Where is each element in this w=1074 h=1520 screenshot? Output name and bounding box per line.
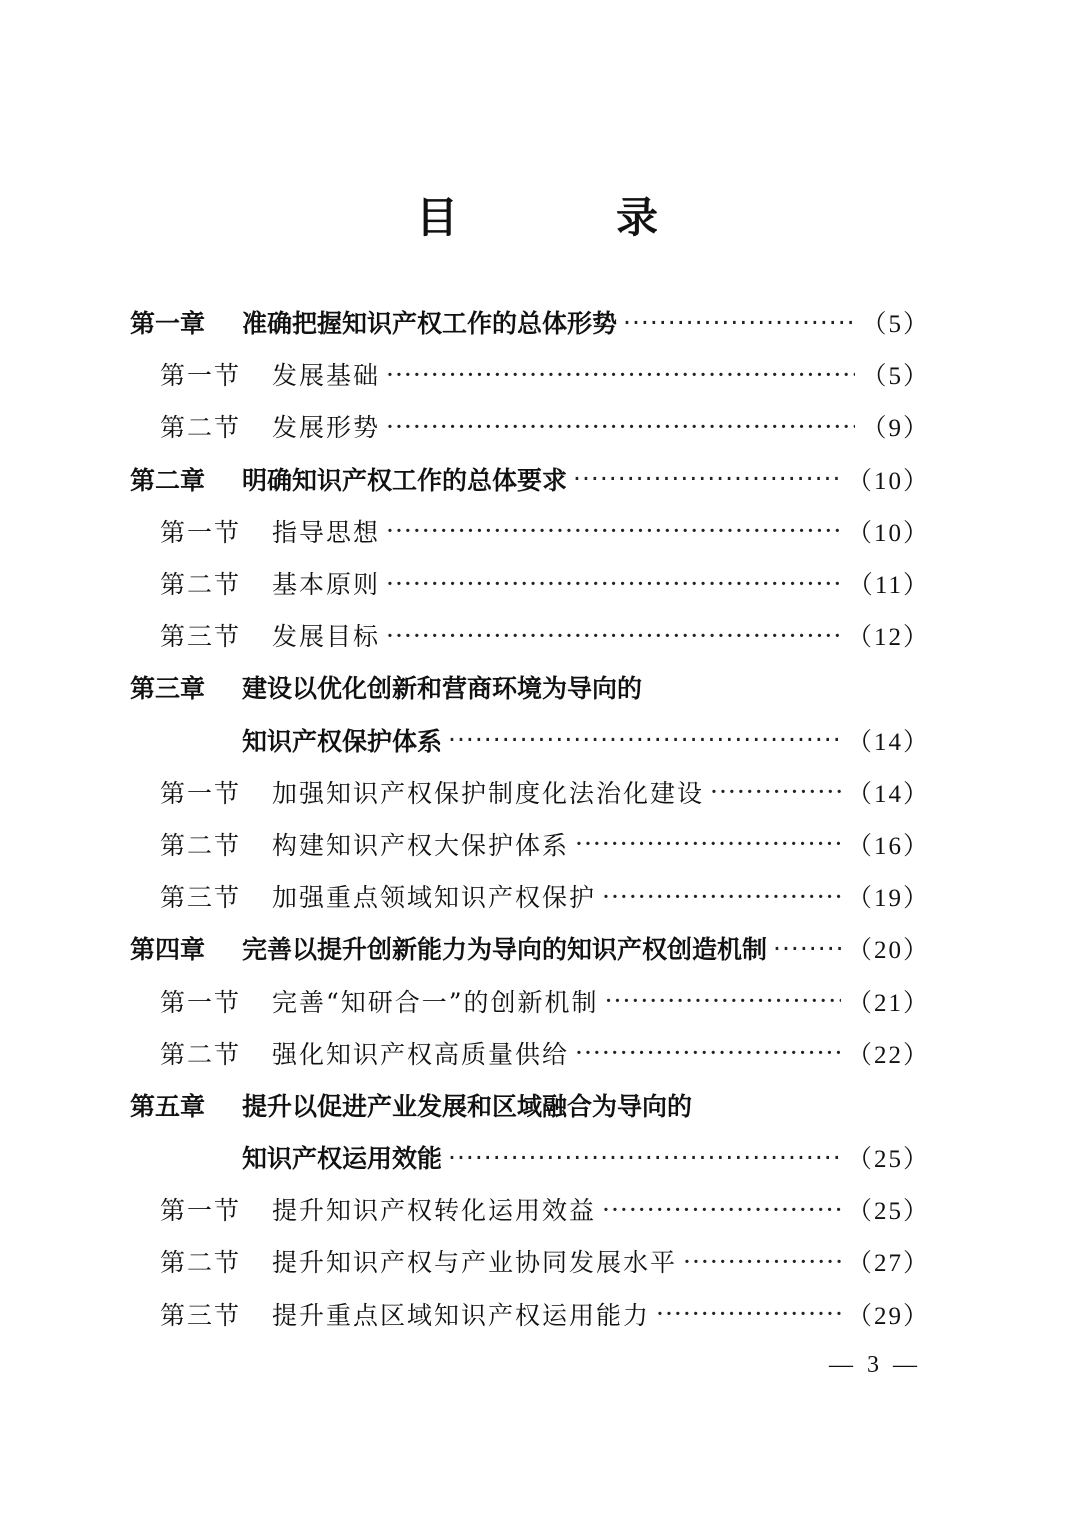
table-of-contents: [130, 296, 930, 1340]
page-number: （5）: [861, 311, 930, 339]
section-label: 第二节: [160, 1039, 242, 1069]
leader-dots: [623, 308, 855, 337]
page-number: （14）: [846, 728, 930, 756]
section-label: 第一节: [160, 778, 242, 808]
section-title: 提升重点区域知识产权运用能力: [272, 1300, 651, 1330]
page-number: （20）: [846, 937, 930, 965]
leader-dots: [448, 1143, 841, 1172]
page-number: （12）: [846, 624, 930, 652]
toc-section-entry[interactable]: [130, 870, 930, 922]
section-title: 发展目标: [272, 622, 381, 652]
page-number: （11）: [847, 572, 930, 600]
chapter-label: 第一章: [130, 309, 206, 339]
leader-dots: [605, 986, 841, 1015]
toc-chapter-entry[interactable]: [130, 922, 930, 974]
page-number: （9）: [861, 415, 930, 443]
chapter-label: 第三章: [130, 674, 206, 704]
section-label: 第一节: [160, 517, 242, 547]
chapter-title-continued: 知识产权保护体系: [242, 726, 443, 756]
chapter-title: 明确知识产权工作的总体要求: [242, 465, 568, 495]
page-number: （5）: [861, 363, 930, 391]
page-number: （27）: [846, 1250, 930, 1278]
leader-dots: [386, 516, 841, 545]
page-number: （19）: [846, 885, 930, 913]
section-label: 第三节: [160, 1300, 242, 1330]
leader-dots: [386, 412, 855, 441]
chapter-title-continued: 知识产权运用效能: [242, 1144, 443, 1174]
leader-dots: [575, 829, 841, 858]
chapter-title: 完善以提升创新能力为导向的知识产权创造机制: [242, 935, 768, 965]
toc-section-entry[interactable]: [130, 1288, 930, 1340]
section-title: 指导思想: [272, 517, 381, 547]
page-number: （25）: [846, 1198, 930, 1226]
leader-dots: [656, 1299, 841, 1328]
page-number: （10）: [846, 519, 930, 547]
toc-section-entry[interactable]: [130, 1235, 930, 1287]
toc-section-entry[interactable]: [130, 818, 930, 870]
chapter-title: 建设以优化创新和营商环境为导向的: [242, 674, 643, 704]
leader-dots: [573, 464, 841, 493]
leader-dots: [710, 777, 841, 806]
toc-chapter-entry[interactable]: [130, 1079, 930, 1131]
page-number: （14）: [846, 780, 930, 808]
toc-chapter-entry[interactable]: [130, 296, 930, 348]
leader-dots: [683, 1247, 841, 1276]
section-label: 第二节: [160, 830, 242, 860]
section-label: 第二节: [160, 413, 242, 443]
toc-section-entry[interactable]: [130, 974, 930, 1026]
toc-section-entry[interactable]: [130, 609, 930, 661]
page-number: （25）: [846, 1146, 930, 1174]
section-title: 发展基础: [272, 361, 381, 391]
section-title: 加强知识产权保护制度化法治化建设: [272, 778, 705, 808]
toc-chapter-entry[interactable]: [130, 453, 930, 505]
leader-dots: [386, 621, 841, 650]
leader-dots: [448, 725, 841, 754]
leader-dots: [602, 882, 841, 911]
section-label: 第三节: [160, 883, 242, 913]
toc-section-entry[interactable]: [130, 505, 930, 557]
section-title: 加强重点领域知识产权保护: [272, 883, 597, 913]
toc-section-entry[interactable]: [130, 348, 930, 400]
leader-dots: [386, 569, 842, 598]
page-number: （22）: [846, 1041, 930, 1069]
section-title: 发展形势: [272, 413, 381, 443]
page-footer-number: — 3 —: [829, 1352, 921, 1378]
section-label: 第二节: [160, 570, 242, 600]
section-title: 构建知识产权大保护体系: [272, 830, 570, 860]
section-title: 强化知识产权高质量供给: [272, 1039, 570, 1069]
toc-chapter-entry-continued[interactable]: [130, 1131, 930, 1183]
page-number: （21）: [846, 989, 930, 1017]
chapter-label: 第四章: [130, 935, 206, 965]
section-label: 第二节: [160, 1248, 242, 1278]
section-label: 第一节: [160, 987, 242, 1017]
toc-section-entry[interactable]: [130, 766, 930, 818]
chapter-label: 第二章: [130, 465, 206, 495]
toc-section-entry[interactable]: [130, 1183, 930, 1235]
section-label: 第一节: [160, 361, 242, 391]
section-title: 提升知识产权转化运用效益: [272, 1196, 597, 1226]
leader-dots: [773, 934, 841, 963]
toc-chapter-entry-continued[interactable]: [130, 714, 930, 766]
toc-section-entry[interactable]: [130, 1027, 930, 1079]
section-label: 第三节: [160, 622, 242, 652]
section-title: 提升知识产权与产业协同发展水平: [272, 1248, 678, 1278]
leader-dots: [575, 1038, 841, 1067]
toc-chapter-entry[interactable]: [130, 661, 930, 713]
section-label: 第一节: [160, 1196, 242, 1226]
page-number: （16）: [846, 832, 930, 860]
section-title: 完善“知研合一”的创新机制: [272, 987, 599, 1017]
page-number: （10）: [846, 467, 930, 495]
page-number: （29）: [846, 1302, 930, 1330]
toc-section-entry[interactable]: [130, 400, 930, 452]
chapter-title: 准确把握知识产权工作的总体形势: [242, 309, 618, 339]
chapter-title: 提升以促进产业发展和区域融合为导向的: [242, 1091, 693, 1121]
chapter-label: 第五章: [130, 1091, 206, 1121]
leader-dots: [386, 360, 855, 389]
toc-title: 目 录: [415, 193, 716, 242]
section-title: 基本原则: [272, 570, 381, 600]
leader-dots: [602, 1195, 841, 1224]
toc-section-entry[interactable]: [130, 557, 930, 609]
